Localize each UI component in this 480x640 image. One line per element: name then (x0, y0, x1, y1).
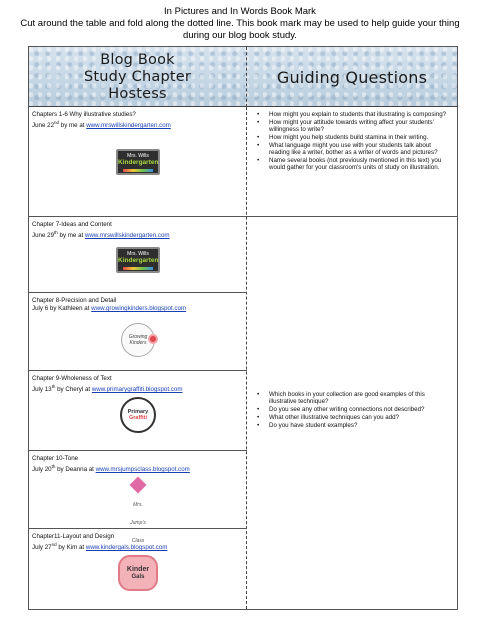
table-row (29, 107, 247, 217)
flower-icon (148, 334, 158, 344)
blog-link[interactable]: www.kindergals.blogspot.com (85, 544, 168, 552)
questions-column (247, 107, 457, 609)
list-item: • Which books in your collection are good examples of this illustrative technique? (253, 391, 453, 406)
questions-list-1 (253, 111, 453, 172)
list-item: • What other illustrative techniques can you add? (253, 414, 453, 421)
chapter-title: Chapter 10-Tone (32, 455, 79, 462)
table-row (29, 217, 247, 293)
blog-link[interactable]: www.growingkinders.blogspot.com (91, 305, 187, 312)
blog-link[interactable]: www.mrsjumpsclass.blogspot.com (95, 466, 190, 474)
list-item: • How might you explain to students that illustrating is composing? (253, 111, 453, 118)
document-header (0, 6, 480, 42)
chapter-date-line: July 20th by Deanna at www.mrsjumpsclass.blogspot.com (32, 464, 190, 474)
hostess-column (29, 107, 247, 609)
chapter-title: Chapter 8-Precision and Detail (32, 297, 117, 304)
blog-link[interactable]: www.primarygraffiti.blogspot.com (91, 386, 183, 394)
mrs-wills-logo: Mrs. Wills Kindergarten (116, 149, 160, 175)
list-item: • Do you see any other writing connections not described? (253, 406, 453, 413)
kite-icon (130, 477, 147, 494)
mrs-jumps-class-logo: Mrs. Jump's Class (125, 479, 151, 519)
chapter-title: Chapter 7-Ideas and Content (32, 221, 112, 228)
table-row (29, 293, 247, 371)
list-item: • What language might you use with your students talk about reading like a writer, bother as a writer of words and pictures? (253, 142, 453, 157)
questions-list-2 (253, 391, 453, 430)
questions-header-title: Guiding Questions (276, 67, 428, 87)
chapter-date-line: July 6 by Kathleen at www.growingkinders.blogspot.com (32, 305, 187, 312)
blog-link[interactable]: www.mrswillskindergarten.com (86, 122, 171, 130)
chapter-date-line: June 22nd by me at www.mrswillskindergarten.com (32, 120, 171, 130)
mrs-wills-logo: Mrs. Wills Kindergarten (116, 247, 160, 273)
document-title: In Pictures and In Words Book Mark (164, 6, 316, 17)
header-cell-hostess (29, 47, 247, 107)
hostess-header-title: Blog Book Study Chapter Hostess (83, 51, 192, 102)
table-row (29, 371, 247, 451)
list-item: • Name several books (not previously mentioned in this text) you would gather for your classroom's units of study on illustration. (253, 157, 453, 172)
kindergals-logo: Kinder Gals (118, 555, 158, 591)
chapter-title: Chapter11-Layout and Design (32, 533, 115, 540)
chapter-title: Chapter 9-Wholeness of Text (32, 375, 112, 382)
table-row (29, 529, 247, 609)
chapter-title: Chapters 1-6 Why illustrative studies? (32, 111, 136, 118)
chapter-date-line: July 13th by Cheryl at www.primarygraffiti.blogspot.com (32, 384, 183, 394)
table-header-banner (29, 47, 457, 107)
bookmark-table (28, 46, 458, 610)
growing-kinders-logo: Growing Kinders (121, 323, 155, 357)
list-item: • How might you help students build stamina in their writing. (253, 134, 453, 141)
chapter-date-line: June 29th by me at www.mrswillskindergarten.com (32, 230, 170, 240)
chapter-date-line: July 27nd by Kim at www.kindergals.blogspot.com (32, 542, 168, 552)
document-instructions: Cut around the table and fold along the dotted line. This book mark may be used to help guide your thing during our blog book study. (20, 18, 460, 41)
list-item: • Do you have student examples? (253, 422, 453, 429)
header-cell-questions (247, 47, 457, 107)
blog-link[interactable]: www.mrswillskindergarten.com (84, 232, 170, 240)
list-item: • How might your attitude towards writing affect your students' willingness to write? (253, 119, 453, 134)
primary-graffiti-logo: Primary Graffiti (120, 397, 156, 433)
